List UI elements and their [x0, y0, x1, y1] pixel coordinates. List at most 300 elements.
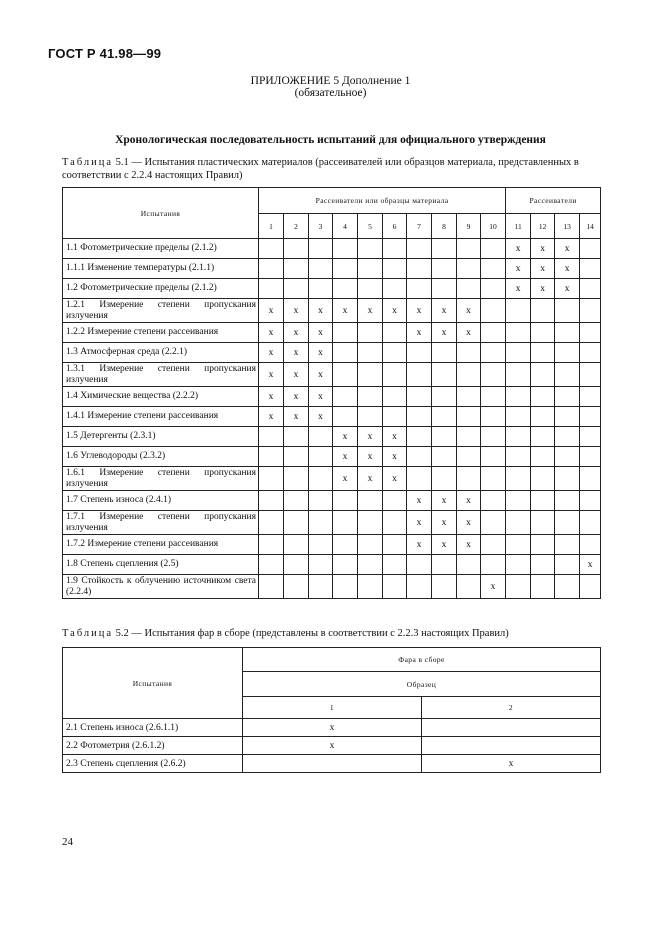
- table-cell: [555, 299, 580, 323]
- table-cell: [383, 363, 407, 387]
- table-cell: [506, 535, 531, 555]
- table-cell: [407, 259, 432, 279]
- test-label: 1.6 Углеводороды (2.3.2): [63, 447, 259, 467]
- table-cell: x: [407, 323, 432, 343]
- table-cell: [333, 555, 358, 575]
- table-cell: [580, 239, 601, 259]
- table-cell: [284, 555, 309, 575]
- table1-column-number: 7: [407, 214, 432, 239]
- table-cell: [555, 535, 580, 555]
- table-cell: [309, 239, 333, 259]
- table-cell: [481, 491, 506, 511]
- table-cell: [358, 363, 383, 387]
- table-row: [63, 387, 601, 407]
- table-cell: x: [259, 343, 284, 363]
- table-cell: [383, 239, 407, 259]
- test-label: 1.2.2 Измерение степени рассеивания: [63, 323, 259, 343]
- test-label: 1.3 Атмосферная среда (2.2.1): [63, 343, 259, 363]
- table-cell: [309, 259, 333, 279]
- table-cell: [432, 363, 457, 387]
- table-row: [63, 343, 601, 363]
- table-cell: [407, 343, 432, 363]
- table-cell: [506, 447, 531, 467]
- table-cell: [555, 511, 580, 535]
- page-number: 24: [62, 836, 73, 848]
- table-cell: [457, 467, 481, 491]
- table-cell: [432, 427, 457, 447]
- table-cell: x: [333, 299, 358, 323]
- table2-header-tests: Испытания: [63, 648, 243, 719]
- table-cell: [383, 491, 407, 511]
- table1-column-number: 2: [284, 214, 309, 239]
- table-cell: [284, 447, 309, 467]
- appendix-title: ПРИЛОЖЕНИЕ 5 Дополнение 1: [250, 75, 411, 87]
- table-cell: [383, 535, 407, 555]
- table-cell: x: [422, 755, 601, 773]
- table-cell: [580, 363, 601, 387]
- table-row: [63, 299, 601, 323]
- table-row: [63, 755, 601, 773]
- test-label: 1.6.1 Измерение степени пропускания излучения: [63, 467, 259, 491]
- table-cell: [432, 555, 457, 575]
- table-cell: [407, 575, 432, 599]
- table-cell: [481, 299, 506, 323]
- table-cell: [284, 279, 309, 299]
- table2-caption-text: 5.2 — Испытания фар в сборе (представлены в соответствии с 2.2.3 настоящих Правил): [115, 628, 509, 639]
- table-cell: [506, 555, 531, 575]
- table-cell: [259, 447, 284, 467]
- table-cell: [432, 239, 457, 259]
- table-cell: [432, 343, 457, 363]
- table-cell: [358, 535, 383, 555]
- table-cell: x: [383, 447, 407, 467]
- table1-column-number: 13: [555, 214, 580, 239]
- table-cell: [358, 323, 383, 343]
- table-cell: [383, 259, 407, 279]
- table-cell: x: [309, 407, 333, 427]
- table2-caption: [62, 628, 509, 641]
- table-cell: [457, 239, 481, 259]
- table-cell: [531, 363, 555, 387]
- table-cell: x: [432, 323, 457, 343]
- table-cell: [531, 555, 555, 575]
- table-cell: [481, 323, 506, 343]
- table-cell: x: [284, 299, 309, 323]
- table-cell: [506, 363, 531, 387]
- table-cell: [422, 719, 601, 737]
- table-cell: x: [580, 555, 601, 575]
- table-cell: [333, 323, 358, 343]
- appendix-subtitle: (обязательное): [294, 87, 367, 99]
- table-cell: x: [358, 427, 383, 447]
- table-cell: x: [284, 343, 309, 363]
- table-cell: x: [383, 467, 407, 491]
- table-cell: [333, 535, 358, 555]
- table-cell: [432, 407, 457, 427]
- section-title: Хронологическая последовательность испытаний для официального утверждения: [115, 134, 546, 146]
- table-cell: x: [284, 387, 309, 407]
- table-cell: [358, 575, 383, 599]
- table-cell: x: [358, 299, 383, 323]
- table-cell: [555, 407, 580, 427]
- table-cell: [580, 467, 601, 491]
- table-cell: [259, 427, 284, 447]
- table-cell: x: [457, 491, 481, 511]
- table-cell: [333, 239, 358, 259]
- table-cell: [358, 511, 383, 535]
- table-cell: [580, 387, 601, 407]
- table-cell: [432, 279, 457, 299]
- table-cell: [531, 511, 555, 535]
- table-cell: [531, 575, 555, 599]
- table-cell: [309, 491, 333, 511]
- table-cell: [284, 575, 309, 599]
- table-cell: [580, 323, 601, 343]
- table1-column-number: 6: [383, 214, 407, 239]
- table-cell: [506, 511, 531, 535]
- table-cell: [407, 407, 432, 427]
- table-cell: x: [457, 535, 481, 555]
- table-cell: [284, 259, 309, 279]
- table-cell: [259, 239, 284, 259]
- table-cell: x: [383, 427, 407, 447]
- table-cell: [422, 737, 601, 755]
- table-cell: [432, 259, 457, 279]
- table-cell: x: [284, 323, 309, 343]
- table-cell: [333, 387, 358, 407]
- table2-header-group: Фара в сборе: [243, 648, 601, 672]
- table-row: [63, 447, 601, 467]
- table-cell: [457, 555, 481, 575]
- table-cell: [580, 535, 601, 555]
- table-cell: [580, 279, 601, 299]
- table-cell: x: [259, 387, 284, 407]
- table-cell: [506, 575, 531, 599]
- document-header: ГОСТ Р 41.98—99: [48, 46, 162, 61]
- table-cell: [555, 427, 580, 447]
- table1-column-number: 12: [531, 214, 555, 239]
- table-cell: [555, 467, 580, 491]
- table1-caption: [62, 157, 602, 182]
- table-cell: x: [309, 299, 333, 323]
- test-label: 1.8 Степень сцепления (2.5): [63, 555, 259, 575]
- table-cell: [555, 363, 580, 387]
- table-5-1: [62, 187, 601, 599]
- table-cell: x: [243, 719, 422, 737]
- table-cell: [580, 447, 601, 467]
- table-row: [63, 555, 601, 575]
- table-cell: [309, 555, 333, 575]
- table-row: [63, 535, 601, 555]
- table-cell: [358, 259, 383, 279]
- table-cell: [358, 387, 383, 407]
- table-cell: x: [358, 467, 383, 491]
- table-row: [63, 407, 601, 427]
- table-cell: [555, 387, 580, 407]
- table-cell: x: [284, 363, 309, 387]
- table-cell: [259, 259, 284, 279]
- table-cell: x: [333, 467, 358, 491]
- table1-column-number: 10: [481, 214, 506, 239]
- table-row: [63, 259, 601, 279]
- table-cell: [506, 467, 531, 491]
- table-cell: [457, 575, 481, 599]
- table-cell: [333, 407, 358, 427]
- test-label: 1.7.2 Измерение степени рассеивания: [63, 535, 259, 555]
- table1-column-number: 8: [432, 214, 457, 239]
- table-cell: [383, 511, 407, 535]
- table2-column-number: 2: [422, 697, 601, 719]
- table1-column-number: 11: [506, 214, 531, 239]
- table-cell: [580, 259, 601, 279]
- test-label: 1.3.1 Измерение степени пропускания излучения: [63, 363, 259, 387]
- table-cell: x: [432, 491, 457, 511]
- table-cell: [580, 343, 601, 363]
- table-cell: x: [531, 259, 555, 279]
- table-cell: [531, 427, 555, 447]
- table-cell: x: [333, 427, 358, 447]
- table-row: [63, 511, 601, 535]
- table-cell: [259, 279, 284, 299]
- table-cell: [457, 427, 481, 447]
- table-cell: [432, 575, 457, 599]
- table1-column-number: 14: [580, 214, 601, 239]
- table-cell: [457, 279, 481, 299]
- table-cell: [580, 575, 601, 599]
- table-cell: x: [383, 299, 407, 323]
- table-cell: [309, 427, 333, 447]
- table-cell: x: [358, 447, 383, 467]
- test-label: 1.7.1 Измерение степени пропускания излучения: [63, 511, 259, 535]
- test-label: 2.1 Степень износа (2.6.1.1): [63, 719, 243, 737]
- table1-header-group1: Рассеиватели или образцы материала: [259, 188, 506, 214]
- table-cell: [555, 575, 580, 599]
- table-cell: [284, 511, 309, 535]
- table-cell: [481, 467, 506, 491]
- table-cell: [407, 447, 432, 467]
- table-cell: x: [506, 279, 531, 299]
- table-cell: [481, 279, 506, 299]
- table-row: [63, 279, 601, 299]
- table-cell: [531, 447, 555, 467]
- table-cell: [333, 259, 358, 279]
- test-label: 1.2.1 Измерение степени пропускания излучения: [63, 299, 259, 323]
- table-cell: [457, 259, 481, 279]
- table-cell: [481, 259, 506, 279]
- table-cell: [506, 299, 531, 323]
- table-cell: [284, 535, 309, 555]
- table-cell: [407, 387, 432, 407]
- test-label: 2.2 Фотометрия (2.6.1.2): [63, 737, 243, 755]
- table-cell: [432, 467, 457, 491]
- table-cell: x: [309, 343, 333, 363]
- table-cell: [531, 323, 555, 343]
- table-cell: [358, 407, 383, 427]
- table-cell: x: [309, 387, 333, 407]
- table-cell: [407, 363, 432, 387]
- table-cell: x: [555, 259, 580, 279]
- table-cell: [309, 467, 333, 491]
- test-label: 2.3 Степень сцепления (2.6.2): [63, 755, 243, 773]
- table-cell: [383, 575, 407, 599]
- table-cell: [259, 555, 284, 575]
- table-cell: [309, 511, 333, 535]
- table-row: [63, 427, 601, 447]
- test-label: 1.5 Детергенты (2.3.1): [63, 427, 259, 447]
- test-label: 1.7 Степень износа (2.4.1): [63, 491, 259, 511]
- table1-column-number: 3: [309, 214, 333, 239]
- table-cell: x: [506, 239, 531, 259]
- table-row: [63, 737, 601, 755]
- table-cell: [358, 491, 383, 511]
- table-cell: [481, 511, 506, 535]
- table-cell: [481, 427, 506, 447]
- test-label: 1.1 Фотометрические пределы (2.1.2): [63, 239, 259, 259]
- table-cell: [580, 299, 601, 323]
- table-cell: [506, 427, 531, 447]
- table-cell: x: [309, 363, 333, 387]
- table-cell: [333, 363, 358, 387]
- table-cell: [457, 363, 481, 387]
- table-cell: [506, 343, 531, 363]
- table-cell: [555, 343, 580, 363]
- table-cell: [407, 427, 432, 447]
- table-cell: [457, 407, 481, 427]
- table-cell: [432, 387, 457, 407]
- table-cell: [531, 407, 555, 427]
- table-cell: [481, 387, 506, 407]
- table-cell: [358, 239, 383, 259]
- test-label: 1.9 Стойкость к облучению источником света (2.2.4): [63, 575, 259, 599]
- table1-caption-word: Таблица: [62, 157, 114, 168]
- table-cell: x: [457, 323, 481, 343]
- table-cell: [259, 467, 284, 491]
- table-5-2: [62, 647, 601, 773]
- table-cell: x: [531, 279, 555, 299]
- table-cell: [506, 387, 531, 407]
- table-cell: x: [259, 363, 284, 387]
- table-cell: [309, 279, 333, 299]
- table-cell: [580, 491, 601, 511]
- table-cell: x: [407, 511, 432, 535]
- table-cell: x: [506, 259, 531, 279]
- table-row: [63, 323, 601, 343]
- table-cell: x: [259, 407, 284, 427]
- table1-column-number: 5: [358, 214, 383, 239]
- table-cell: [481, 363, 506, 387]
- table-cell: [259, 511, 284, 535]
- table-cell: [481, 447, 506, 467]
- table-cell: [309, 535, 333, 555]
- table-cell: x: [481, 575, 506, 599]
- table-cell: x: [259, 323, 284, 343]
- table-cell: [333, 575, 358, 599]
- table-cell: x: [432, 511, 457, 535]
- table2-column-number: 1: [243, 697, 422, 719]
- table-cell: [358, 279, 383, 299]
- table-cell: [432, 447, 457, 467]
- table-cell: x: [457, 511, 481, 535]
- table-cell: [531, 535, 555, 555]
- table-cell: [333, 491, 358, 511]
- table-cell: [333, 279, 358, 299]
- table2-caption-word: Таблица: [62, 628, 114, 639]
- table2-header-sub: Образец: [243, 672, 601, 697]
- table-cell: [555, 555, 580, 575]
- table-cell: [531, 299, 555, 323]
- table-cell: [457, 387, 481, 407]
- table-cell: [284, 467, 309, 491]
- table-cell: [383, 279, 407, 299]
- table-cell: [481, 343, 506, 363]
- table-cell: x: [432, 299, 457, 323]
- table-cell: [383, 387, 407, 407]
- table-cell: [531, 387, 555, 407]
- table-row: [63, 239, 601, 259]
- table-cell: [555, 491, 580, 511]
- table-cell: [407, 239, 432, 259]
- table-cell: [457, 343, 481, 363]
- table-cell: [358, 555, 383, 575]
- table-cell: x: [284, 407, 309, 427]
- table1-caption-text: 5.1 — Испытания пластических материалов (рассеивателей или образцов материала, представленных в соответствии с 2.2.4 настоящих Правил): [62, 157, 579, 181]
- table-cell: [284, 427, 309, 447]
- table-cell: [259, 575, 284, 599]
- table1-header-group2: Рассеиватели: [506, 188, 601, 214]
- table-cell: [407, 279, 432, 299]
- table-cell: [284, 239, 309, 259]
- table1-column-number: 1: [259, 214, 284, 239]
- table-cell: [243, 755, 422, 773]
- table-cell: [407, 467, 432, 491]
- table1-column-number: 9: [457, 214, 481, 239]
- table-cell: x: [309, 323, 333, 343]
- table-cell: [309, 575, 333, 599]
- table-cell: [531, 467, 555, 491]
- table-cell: [580, 427, 601, 447]
- table-cell: [531, 491, 555, 511]
- table-cell: [506, 491, 531, 511]
- table-cell: x: [555, 279, 580, 299]
- test-label: 1.4.1 Измерение степени рассеивания: [63, 407, 259, 427]
- table-cell: [481, 407, 506, 427]
- table-row: [63, 575, 601, 599]
- table-cell: [259, 491, 284, 511]
- table-cell: [457, 447, 481, 467]
- table-cell: [407, 555, 432, 575]
- table-row: [63, 491, 601, 511]
- table1-column-number: 4: [333, 214, 358, 239]
- table-cell: [580, 511, 601, 535]
- table-cell: x: [407, 299, 432, 323]
- table-cell: [383, 323, 407, 343]
- table-cell: [506, 407, 531, 427]
- table-cell: x: [259, 299, 284, 323]
- table-cell: x: [457, 299, 481, 323]
- table-row: [63, 467, 601, 491]
- table-cell: [309, 447, 333, 467]
- test-label: 1.1.1 Изменение температуры (2.1.1): [63, 259, 259, 279]
- table-cell: [555, 447, 580, 467]
- test-label: 1.2 Фотометрические пределы (2.1.2): [63, 279, 259, 299]
- table-cell: x: [333, 447, 358, 467]
- table-cell: [383, 407, 407, 427]
- table-cell: [481, 535, 506, 555]
- table-cell: [259, 535, 284, 555]
- table-cell: [481, 555, 506, 575]
- table-cell: [506, 323, 531, 343]
- test-label: 1.4 Химические вещества (2.2.2): [63, 387, 259, 407]
